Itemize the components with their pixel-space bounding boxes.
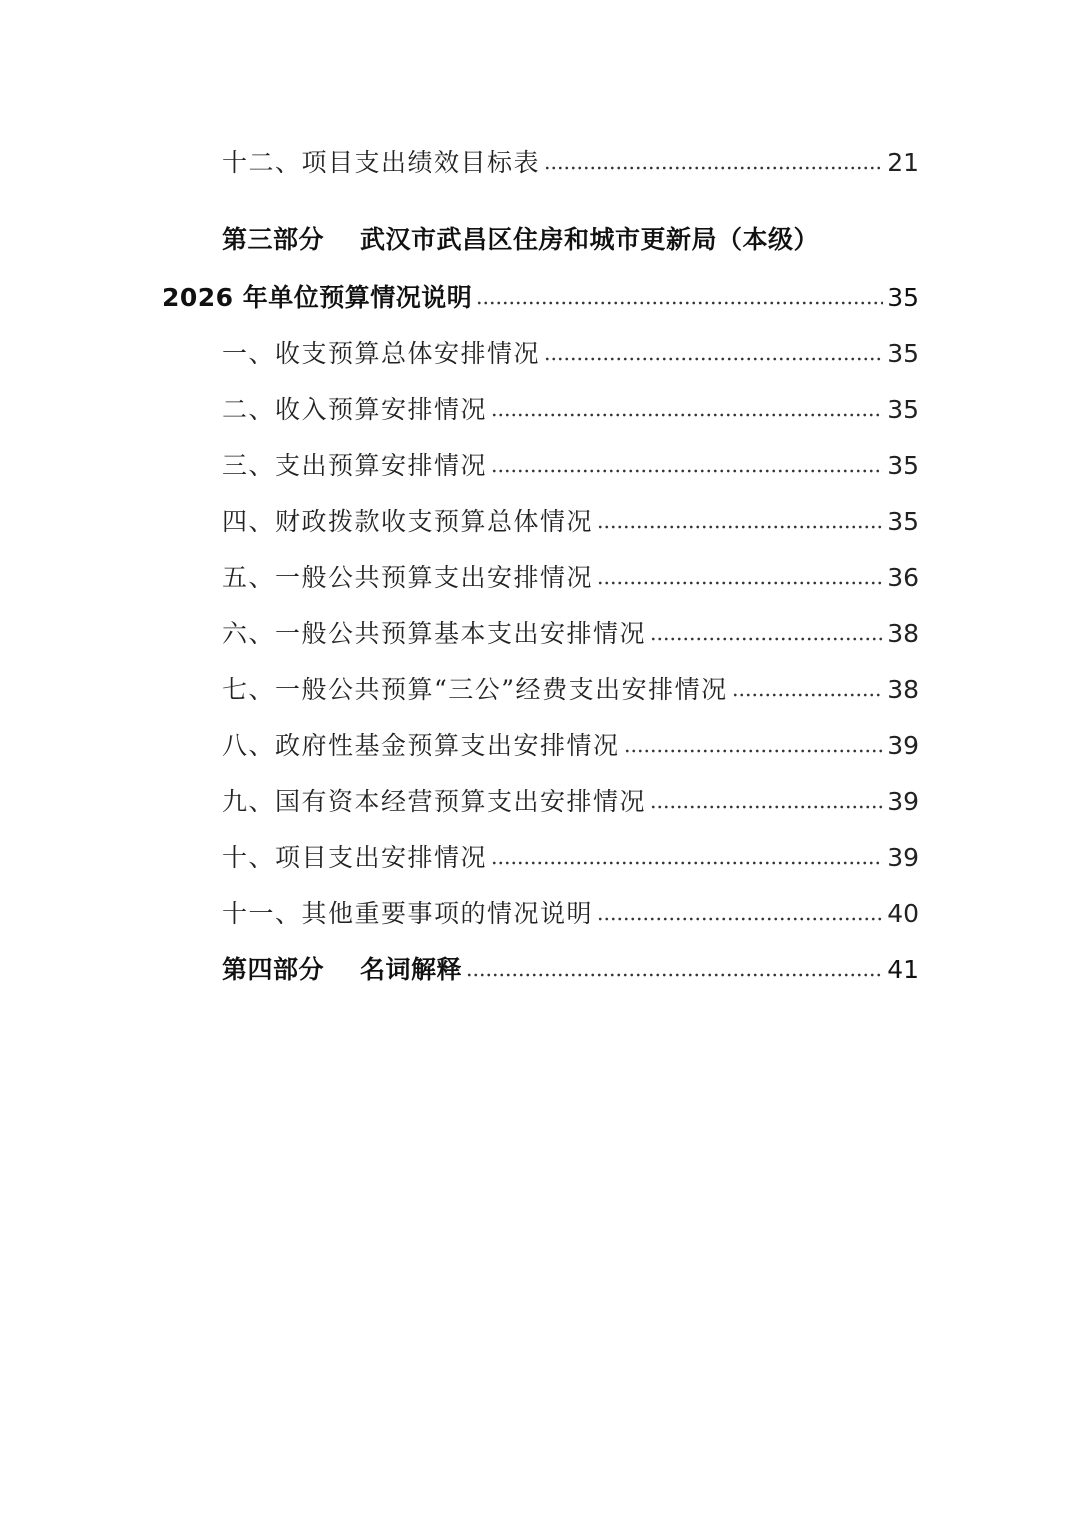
toc-entry-12[interactable] bbox=[222, 143, 919, 183]
toc-entry[interactable] bbox=[222, 502, 919, 542]
toc-entry[interactable] bbox=[222, 894, 919, 934]
toc-entry-page: 35 bbox=[887, 283, 919, 312]
toc-entry-label: 六、一般公共预算基本支出安排情况 bbox=[222, 619, 647, 648]
dot-leader bbox=[597, 578, 883, 588]
toc-entry[interactable] bbox=[222, 446, 919, 486]
dot-leader bbox=[650, 802, 883, 812]
dot-leader bbox=[732, 690, 884, 700]
dot-leader bbox=[476, 298, 883, 308]
toc-entry-page: 35 bbox=[887, 395, 919, 424]
toc-entry-page: 36 bbox=[887, 563, 919, 592]
dot-leader bbox=[650, 634, 883, 644]
toc-entry-page: 21 bbox=[887, 148, 919, 177]
dot-leader bbox=[597, 522, 883, 532]
toc-part4-heading[interactable] bbox=[222, 950, 919, 990]
toc-entry[interactable] bbox=[222, 838, 919, 878]
toc-entry-label: 五、一般公共预算支出安排情况 bbox=[222, 563, 594, 592]
toc-entry[interactable] bbox=[222, 614, 919, 654]
toc-entry[interactable] bbox=[222, 726, 919, 766]
dot-leader bbox=[491, 858, 883, 868]
toc-entry-page: 39 bbox=[887, 731, 919, 760]
toc-entry[interactable] bbox=[222, 558, 919, 598]
dot-leader bbox=[624, 746, 884, 756]
dot-leader bbox=[491, 466, 883, 476]
toc-entry-label: 四、财政拨款收支预算总体情况 bbox=[222, 507, 594, 536]
toc-part3-heading-continued[interactable] bbox=[162, 278, 919, 318]
toc-part3-heading[interactable] bbox=[222, 220, 919, 260]
toc-entry-page: 38 bbox=[887, 619, 919, 648]
toc-entry-page: 39 bbox=[887, 787, 919, 816]
dot-leader bbox=[597, 914, 883, 924]
dot-leader bbox=[544, 163, 883, 173]
toc-entry-label: 十一、其他重要事项的情况说明 bbox=[222, 899, 594, 928]
dot-leader bbox=[466, 970, 883, 980]
part4-label bbox=[222, 950, 462, 990]
toc-entry-label: 八、政府性基金预算支出安排情况 bbox=[222, 731, 620, 760]
toc-entry-label: 三、支出预算安排情况 bbox=[222, 451, 488, 480]
toc-entry-page: 38 bbox=[887, 675, 919, 704]
toc-entry-page: 39 bbox=[887, 843, 919, 872]
toc-entry-label: 十二、项目支出绩效目标表 bbox=[222, 148, 541, 177]
dot-leader bbox=[544, 354, 883, 364]
part3-title-line2: 2026 年单位预算情况说明 bbox=[162, 283, 473, 312]
toc-entry-page: 35 bbox=[887, 507, 919, 536]
toc-entry-page: 40 bbox=[887, 899, 919, 928]
toc-entry-label: 十、项目支出安排情况 bbox=[222, 843, 488, 872]
part4-part-label: 第四部分 bbox=[222, 955, 325, 984]
part4-title: 名词解释 bbox=[360, 955, 463, 984]
toc-entry-page: 35 bbox=[887, 451, 919, 480]
dot-leader bbox=[491, 410, 883, 420]
toc-entry-label: 一、收支预算总体安排情况 bbox=[222, 339, 541, 368]
part3-title-line1: 武汉市武昌区住房和城市更新局（本级） bbox=[360, 225, 820, 254]
toc-entry-label: 九、国有资本经营预算支出安排情况 bbox=[222, 787, 647, 816]
toc-entry[interactable] bbox=[222, 390, 919, 430]
toc-entry-label: 七、一般公共预算“三公”经费支出安排情况 bbox=[222, 675, 728, 704]
toc-entry[interactable] bbox=[222, 782, 919, 822]
toc-entry-page: 41 bbox=[887, 955, 919, 984]
toc-entry[interactable] bbox=[222, 334, 919, 374]
toc-entry-page: 35 bbox=[887, 339, 919, 368]
toc-entry[interactable] bbox=[222, 670, 919, 710]
toc-entry-label: 二、收入预算安排情况 bbox=[222, 395, 488, 424]
part3-part-label: 第三部分 bbox=[222, 225, 325, 254]
